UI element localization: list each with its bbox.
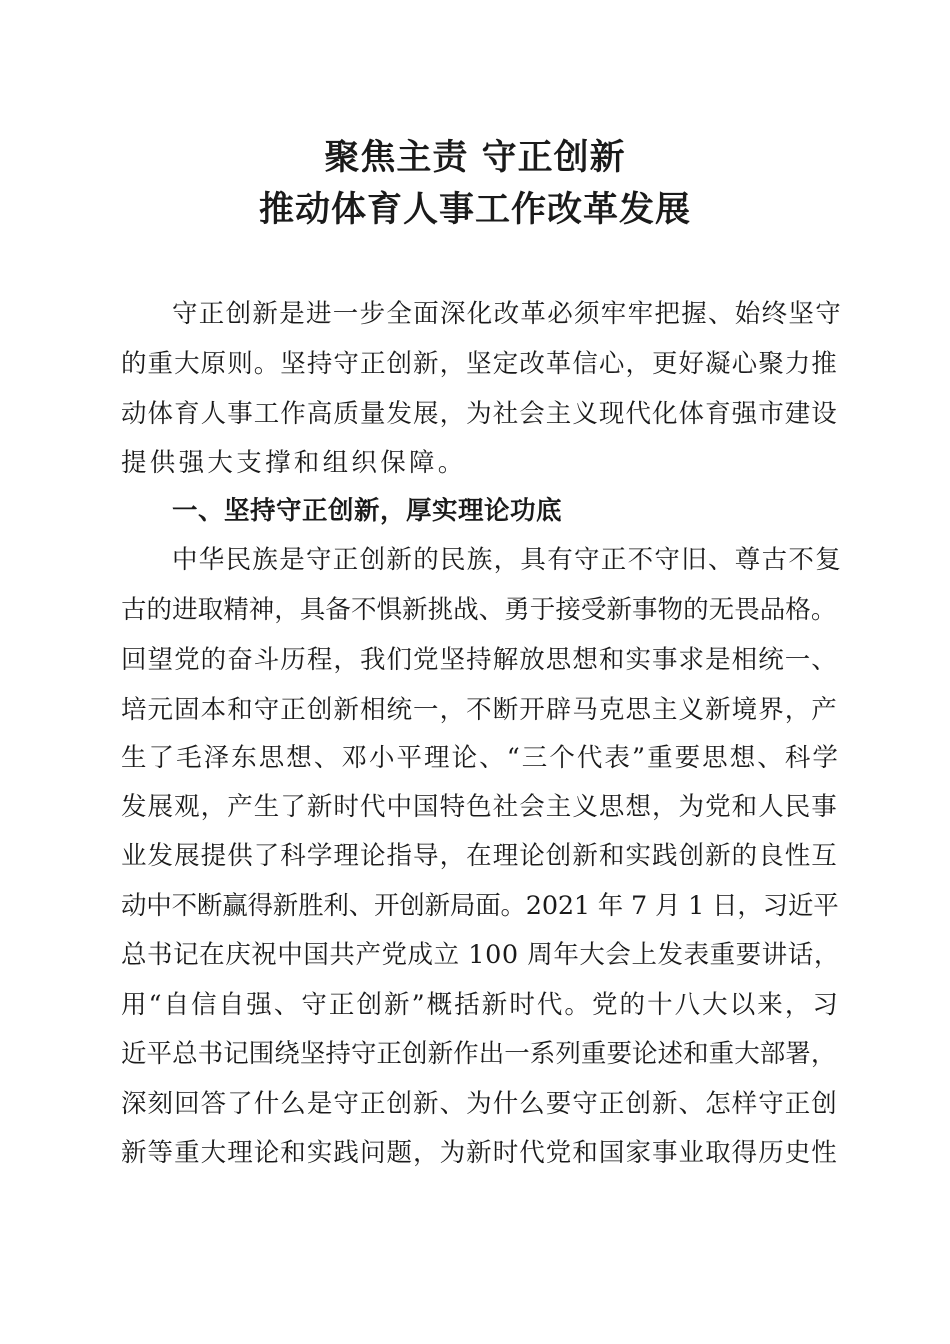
paragraph-2-line-3: 回望党的奋斗历程，我们党坚持解放思想和实事求是相统一、 [121,645,838,675]
paragraph-1-line-2: 的重大原则。坚持守正创新，坚定改革信心，更好凝心聚力推 [121,349,838,379]
paragraph-2-line-5: 生了毛泽东思想、邓小平理论、“三个代表”重要思想、科学 [121,743,840,773]
paragraph-1-line-4: 提供强大支撑和组织保障。 [121,448,467,478]
paragraph-2-line-13: 新等重大理论和实践问题，为新时代党和国家事业取得历史性 [121,1138,838,1168]
paragraph-2-line-7: 业发展提供了科学理论指导，在理论创新和实践创新的良性互 [121,841,838,871]
paragraph-1-line-3: 动体育人事工作高质量发展，为社会主义现代化体育强市建设 [121,399,838,429]
paragraph-2-line-4: 培元固本和守正创新相统一，不断开辟马克思主义新境界，产 [121,695,838,725]
paragraph-2-line-10: 用“自信自强、守正创新”概括新时代。党的十八大以来，习 [121,990,840,1020]
section-1-heading: 一、坚持守正创新，厚实理论功底 [172,496,563,526]
paragraph-2-line-9: 总书记在庆祝中国共产党成立 100 周年大会上发表重要讲话， [121,940,840,970]
paragraph-1-line-1: 守正创新是进一步全面深化改革必须牢牢把握、始终坚守 [172,299,843,329]
title-line-2: 推动体育人事工作改革发展 [258,190,691,230]
title-line-1: 聚焦主责 守正创新 [324,138,626,178]
paragraph-2-line-6: 发展观，产生了新时代中国特色社会主义思想，为党和人民事 [121,792,838,822]
paragraph-2-line-2: 古的进取精神，具备不惧新挑战、勇于接受新事物的无畏品格。 [121,595,837,625]
paragraph-2-line-8: 动中不断赢得新胜利、开创新局面。2021 年 7 月 1 日，习近平 [121,891,839,921]
paragraph-2-line-12: 深刻回答了什么是守正创新、为什么要守正创新、怎样守正创 [121,1089,838,1119]
paragraph-2-line-1: 中华民族是守正创新的民族，具有守正不守旧、尊古不复 [172,545,843,575]
paragraph-2-line-11: 近平总书记围绕坚持守正创新作出一系列重要论述和重大部署， [121,1039,837,1069]
